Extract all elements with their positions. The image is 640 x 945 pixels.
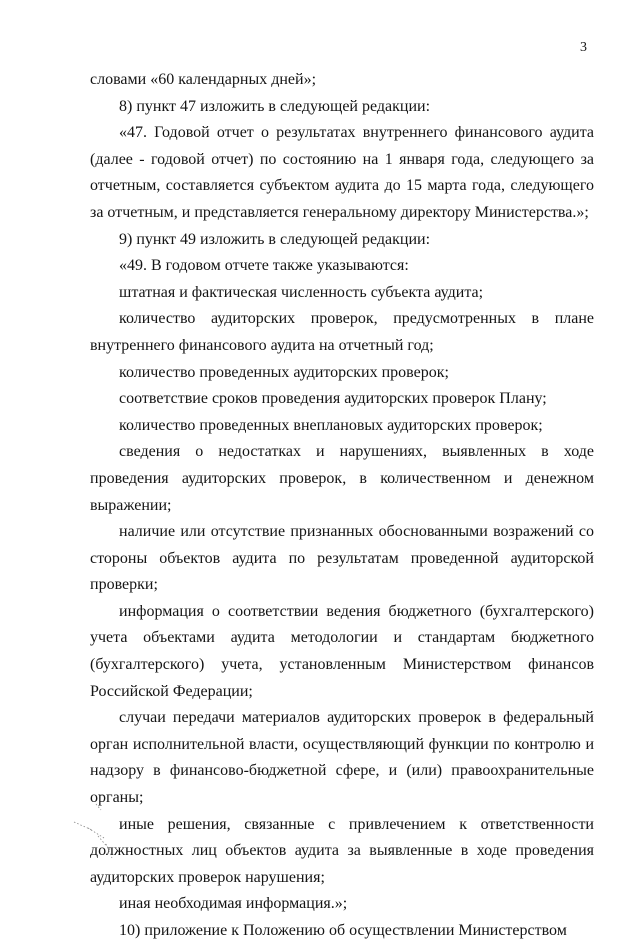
paragraph: 8) пункт 47 изложить в следующей редакции: — [119, 97, 431, 115]
paragraph: иная необходимая информация.»; — [119, 895, 348, 913]
paragraph: количество проведенных аудиторских проверок; — [119, 363, 449, 381]
scan-marks-icon — [68, 800, 118, 860]
paragraph: словами «60 календарных дней»; — [90, 71, 317, 88]
paragraph: сведения о недостатках и нарушениях, выявленных в ходе проведения аудиторских проверок, в количественном и денежном выражении; — [90, 443, 594, 514]
paragraph: иные решения, связанные с привлечением к ответственности должностных лиц объектов аудита за выявленные в ходе проведения аудиторских проверок нарушения; — [90, 815, 594, 886]
document-body — [90, 67, 594, 945]
page-number: 3 — [580, 40, 587, 55]
paragraph: 10) приложение к Положению об осуществлении Министерством — [119, 922, 567, 939]
paragraph: наличие или отсутствие признанных обоснованными возражений со стороны объектов аудита по результатам проведенной аудиторской проверки; — [90, 523, 594, 594]
paragraph: штатная и фактическая численность субъекта аудита; — [119, 283, 484, 301]
paragraph: «49. В годовом отчете также указываются: — [119, 257, 409, 275]
paragraph: количество аудиторских проверок, предусмотренных в плане внутреннего финансового аудита на отчетный год; — [90, 310, 594, 354]
paragraph: «47. Годовой отчет о результатах внутреннего финансового аудита (далее - годовой отчет) по состоянию на 1 января года, следующего за отчетным, составляется субъектом аудита до 15 марта года, следующего за отчетным, и представляется генеральному директору Министерства.»; — [90, 124, 594, 221]
paragraph: информация о соответствии ведения бюджетного (бухгалтерского) учета объектами аудита методологии и стандартам бюджетного (бухгалтерского) учета, установленным Министерством финансов Российской Федерации; — [90, 602, 594, 700]
paragraph: соответствие сроков проведения аудиторских проверок Плану; — [119, 390, 547, 408]
paragraph: 9) пункт 49 изложить в следующей редакции: — [119, 230, 431, 248]
paragraph: случаи передачи материалов аудиторских проверок в федеральный орган исполнительной власти, осуществляющий функции по контролю и надзору в финансово-бюджетной сфере, и (или) правоохранительные органы; — [90, 709, 594, 807]
paragraph: количество проведенных внеплановых аудиторских проверок; — [119, 416, 543, 434]
